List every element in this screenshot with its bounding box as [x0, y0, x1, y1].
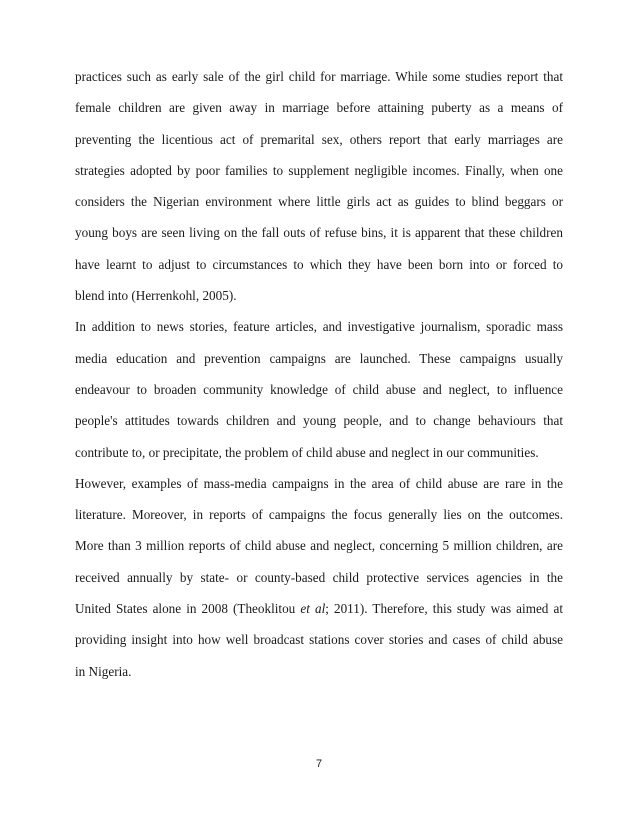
- text-line: media education and prevention campaigns are launched. These campaigns usually: [75, 350, 563, 366]
- text-line: practices such as early sale of the girl child for marriage. While some studies report that: [75, 69, 563, 84]
- text-line: More than 3 million reports of child abuse and neglect, concerning 5 million children, are: [75, 538, 563, 554]
- text-line: received annually by state- or county-based child protective services agencies in the: [75, 569, 563, 585]
- text-line: strategies adopted by poor families to supplement negligible incomes. Finally, when one: [75, 162, 563, 178]
- text-line: people's attitudes towards children and young people, and to change behaviours that: [75, 413, 563, 429]
- text-line: in Nigeria.: [75, 663, 132, 679]
- text-line: However, examples of mass-media campaigns in the area of child abuse are rare in the: [75, 475, 563, 491]
- text-line: contribute to, or precipitate, the problem of child abuse and neglect in our communities.: [75, 444, 539, 460]
- text-line: female children are given away in marriage before attaining puberty as a means of: [75, 100, 563, 116]
- body-text: [75, 61, 563, 687]
- text-line: endeavour to broaden community knowledge of child abuse and neglect, to influence: [75, 381, 563, 397]
- paragraph-3: [75, 468, 563, 687]
- paragraph-1: [75, 61, 563, 311]
- text-line: providing insight into how well broadcast stations cover stories and cases of child abuse: [75, 632, 563, 648]
- page-number: 7: [315, 758, 323, 770]
- paragraph-2: [75, 311, 563, 467]
- text-line: young boys are seen living on the fall outs of refuse bins, it is apparent that these children: [75, 225, 563, 241]
- text-line: literature. Moreover, in reports of campaigns the focus generally lies on the outcomes.: [75, 507, 563, 523]
- text-line: preventing the licentious act of premarital sex, others report that early marriages are: [75, 131, 563, 147]
- text-line: have learnt to adjust to circumstances to which they have been born into or forced to: [75, 256, 563, 272]
- citation-text-after: ; 2011). Therefore, this study was aimed at: [325, 601, 563, 617]
- text-line: In addition to news stories, feature articles, and investigative journalism, sporadic mass: [75, 319, 563, 335]
- text-line: blend into (Herrenkohl, 2005).: [75, 288, 237, 304]
- text-line: considers the Nigerian environment where little girls act as guides to blind beggars or: [75, 194, 563, 210]
- citation-line: [75, 593, 563, 624]
- citation-text-before: United States alone in 2008 (Theoklitou: [75, 601, 301, 617]
- citation-italic: et al: [300, 601, 326, 617]
